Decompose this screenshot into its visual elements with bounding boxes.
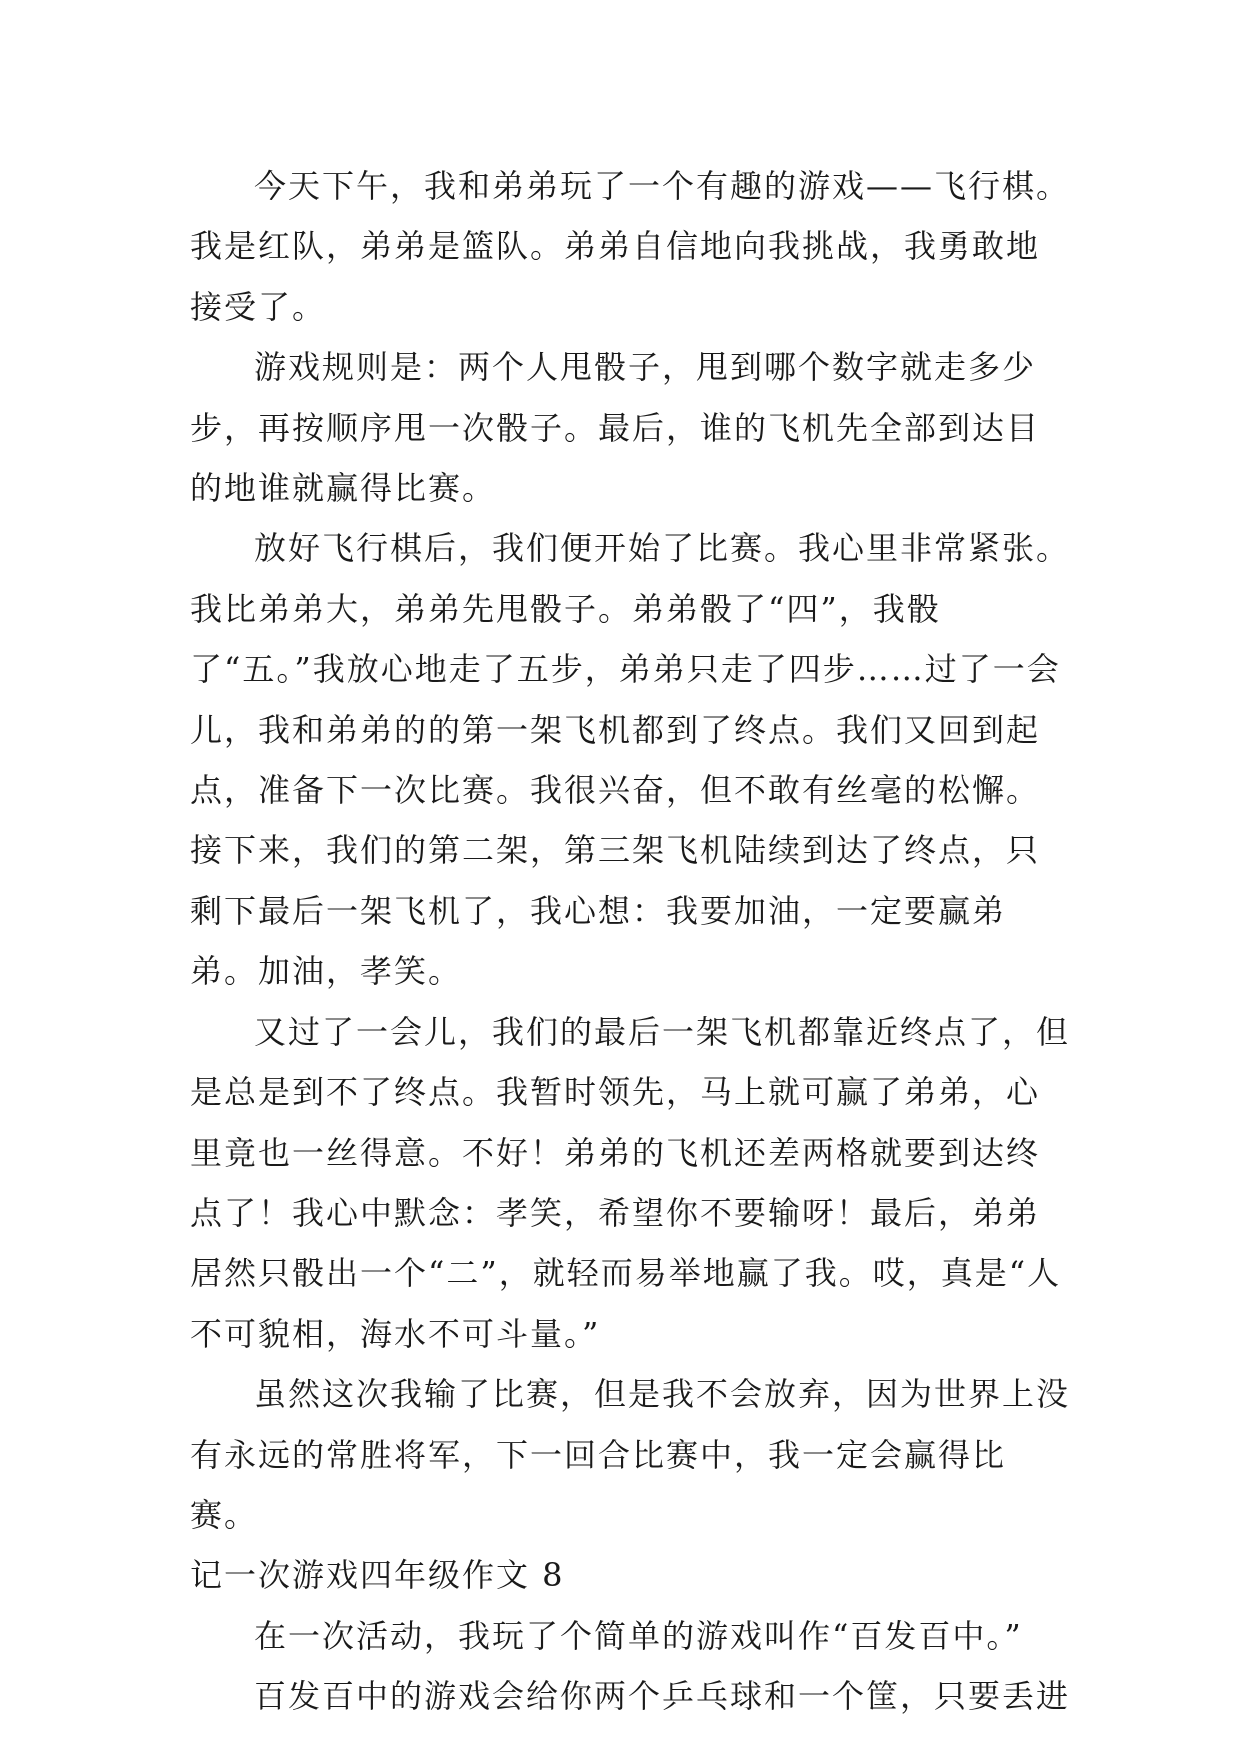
paragraph-4: 又过了一会儿，我们的最后一架飞机都靠近终点了，但是总是到不了终点。我暂时领先，马上就可赢了弟弟，心里竟也一丝得意。不好！弟弟的飞机还差两格就要到达终点了！我心中默念：孝笑，希望你不要输呀！最后，弟弟居然只骰出一个“二”，就轻而易举地赢了我。哎，真是“人不可貌相，海水不可斗量。” [190,1012,1071,1353]
paragraph-3: 放好飞行棋后，我们便开始了比赛。我心里非常紧张。我比弟弟大，弟弟先甩骰子。弟弟骰了“四”，我骰了“五。”我放心地走了五步，弟弟只走了四步……过了一会儿，我和弟弟的的第一架飞机都到了终点。我们又回到起点，准备下一次比赛。我很兴奋，但不敢有丝毫的松懈。接下来，我们的第二架，第三架飞机陆续到达了终点，只剩下最后一架飞机了，我心想：我要加油，一定要赢弟弟。加油，孝笑。 [190,529,1071,991]
document-body [190,156,1070,1727]
paragraph-6: 在一次活动，我玩了个简单的游戏叫作“百发百中。” [254,1616,1023,1655]
section-heading: 记一次游戏四年级作文 8 [190,1556,565,1595]
paragraph-5: 虽然这次我输了比赛，但是我不会放弃，因为世界上没有永远的常胜将军，下一回合比赛中，我一定会赢得比赛。 [190,1375,1071,1534]
paragraph-1: 今天下午，我和弟弟玩了一个有趣的游戏——飞行棋。我是红队，弟弟是篮队。弟弟自信地向我挑战，我勇敢地接受了。 [190,167,1071,326]
paragraph-7: 百发百中的游戏会给你两个乒乓球和一个筐，只要丢进 [254,1677,1071,1716]
paragraph-2: 游戏规则是：两个人甩骰子，甩到哪个数字就走多少步，再按顺序甩一次骰子。最后，谁的飞机先全部到达目的地谁就赢得比赛。 [190,348,1041,508]
